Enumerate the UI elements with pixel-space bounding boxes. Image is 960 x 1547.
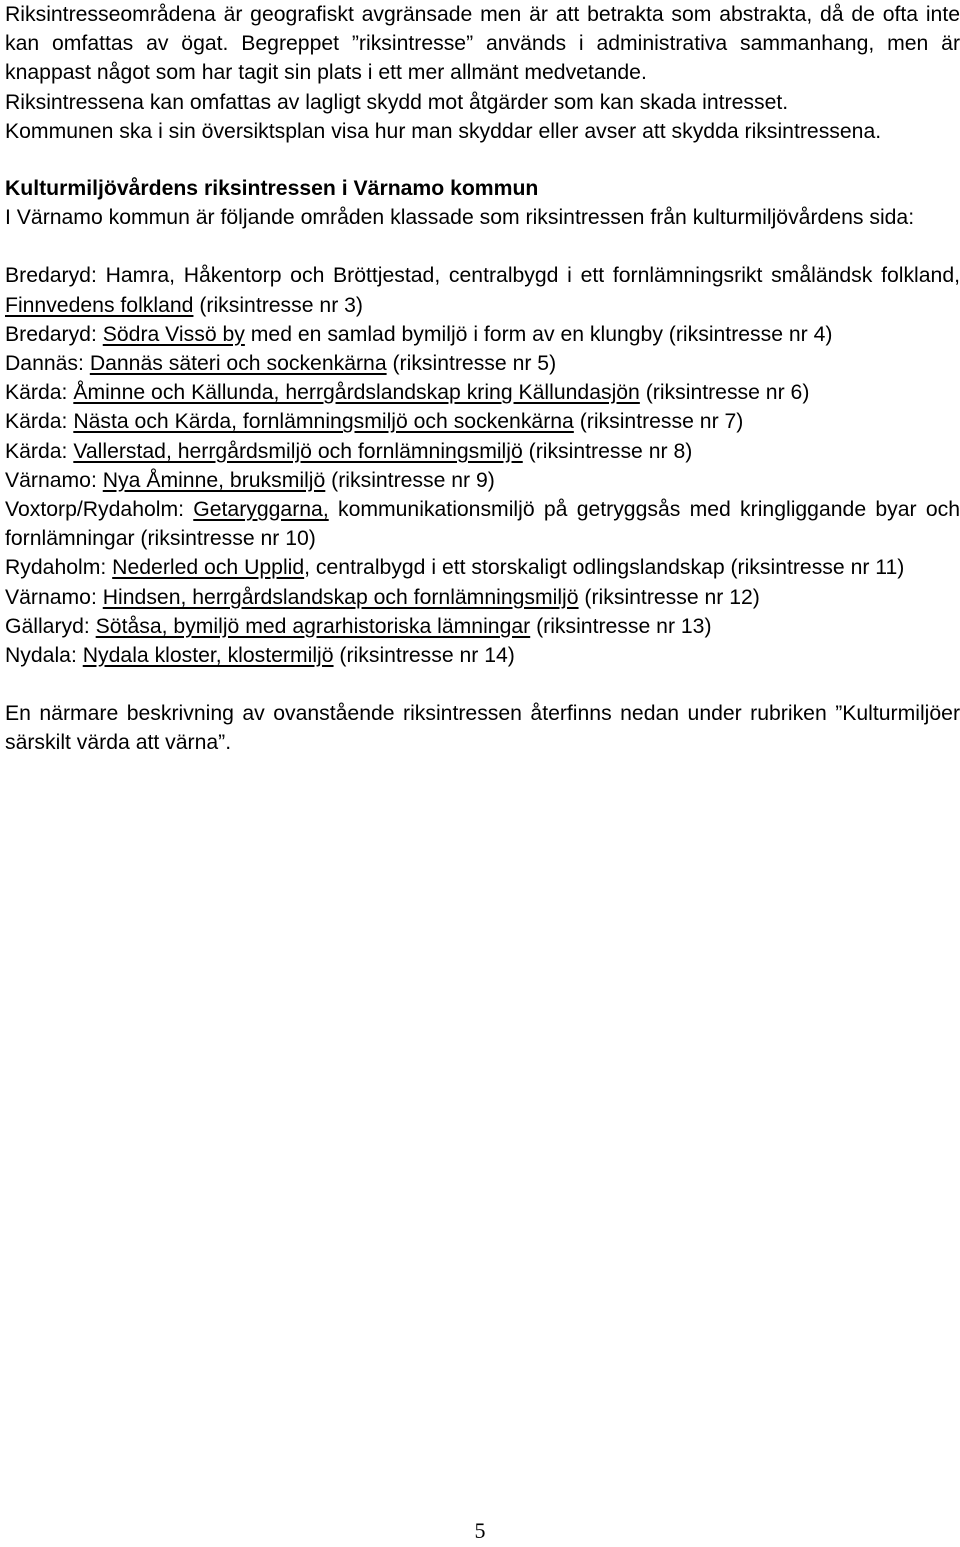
list-item: Bredaryd: Södra Vissö by med en samlad bymiljö i form av en klungby (riksintresse nr 4) (5, 322, 833, 346)
list-item: Bredaryd: Hamra, Håkentorp och Bröttjestad, centralbygd i ett fornlämningsrikt småländsk folkland, Finnvedens folkland (riksintresse nr 3) (5, 264, 960, 317)
list-item: Nydala: Nydala kloster, klostermiljö (riksintresse nr 14) (5, 644, 515, 668)
entry-link[interactable]: Sötåsa, bymiljö med agrarhistoriska lämningar (95, 614, 531, 638)
list-item: Voxtorp/Rydaholm: Getaryggarna, kommunikationsmiljö på getryggsås med kringliggande byar och fornlämningar (riksintresse nr 10) (5, 498, 960, 551)
intro-paragraph-1: Riksintresseområdena är geografiskt avgränsade men är att betrakta som abstrakta, då de ofta inte kan omfattas av ögat. Begreppet ”riksintresse” används i administrativa sammanhang, men är knappast något som har tagit sin plats i ett mer allmänt medvetande. (5, 3, 960, 85)
list-item: Kärda: Vallerstad, herrgårdsmiljö och fornlämningsmiljö (riksintresse nr 8) (5, 439, 693, 463)
list-item: Dannäs: Dannäs säteri och sockenkärna (riksintresse nr 5) (5, 352, 557, 376)
list-item: Rydaholm: Nederled och Upplid, centralbygd i ett storskaligt odlingslandskap (riksintresse nr 11) (5, 556, 905, 580)
list-item: Värnamo: Hindsen, herrgårdslandskap och fornlämningsmiljö (riksintresse nr 12) (5, 585, 760, 609)
entry-link[interactable]: Nydala kloster, klostermiljö (82, 644, 334, 668)
entry-link[interactable]: Dannäs säteri och sockenkärna (89, 352, 387, 376)
entry-link[interactable]: Södra Vissö by (102, 322, 245, 346)
entry-link[interactable]: Finnvedens folkland (5, 293, 194, 317)
entry-link[interactable]: Åminne och Källunda, herrgårdslandskap kring Källundasjön (73, 381, 640, 405)
page-number: 5 (474, 1518, 486, 1543)
spacer (5, 670, 960, 699)
section-heading: Kulturmiljövårdens riksintressen i Värnamo kommun (5, 177, 539, 201)
entry-link[interactable]: Vallerstad, herrgårdsmiljö och fornlämningsmiljö (73, 439, 523, 463)
riksintresse-list (5, 261, 960, 670)
closing-paragraph: En närmare beskrivning av ovanstående riksintressen återfinns nedan under rubriken ”Kulturmiljöer särskilt värda att värna”. (5, 702, 960, 755)
list-item: Gällaryd: Sötåsa, bymiljö med agrarhistoriska lämningar (riksintresse nr 13) (5, 614, 712, 638)
list-item: Kärda: Åminne och Källunda, herrgårdslandskap kring Källundasjön (riksintresse nr 6) (5, 381, 810, 405)
list-item: Värnamo: Nya Åminne, bruksmiljö (riksintresse nr 9) (5, 468, 495, 492)
intro-paragraph-3: Kommunen ska i sin översiktsplan visa hur man skyddar eller avser att skydda riksintressena. (5, 119, 882, 143)
list-item: Kärda: Nästa och Kärda, fornlämningsmiljö och sockenkärna (riksintresse nr 7) (5, 410, 744, 434)
entry-link[interactable]: Nederled och Upplid (112, 556, 305, 580)
entry-link[interactable]: Nästa och Kärda, fornlämningsmiljö och sockenkärna (73, 410, 574, 434)
entry-link[interactable]: Nya Åminne, bruksmiljö (102, 468, 326, 492)
spacer (5, 232, 960, 261)
intro-paragraph-2: Riksintressena kan omfattas av lagligt skydd mot åtgärder som kan skada intresset. (5, 90, 789, 114)
entry-link[interactable]: Getaryggarna, (193, 498, 329, 522)
document-page (5, 0, 960, 758)
entry-link[interactable]: Hindsen, herrgårdslandskap och fornlämningsmiljö (102, 585, 579, 609)
section-lead: I Värnamo kommun är följande områden klassade som riksintressen från kulturmiljövårdens sida: (5, 206, 915, 230)
